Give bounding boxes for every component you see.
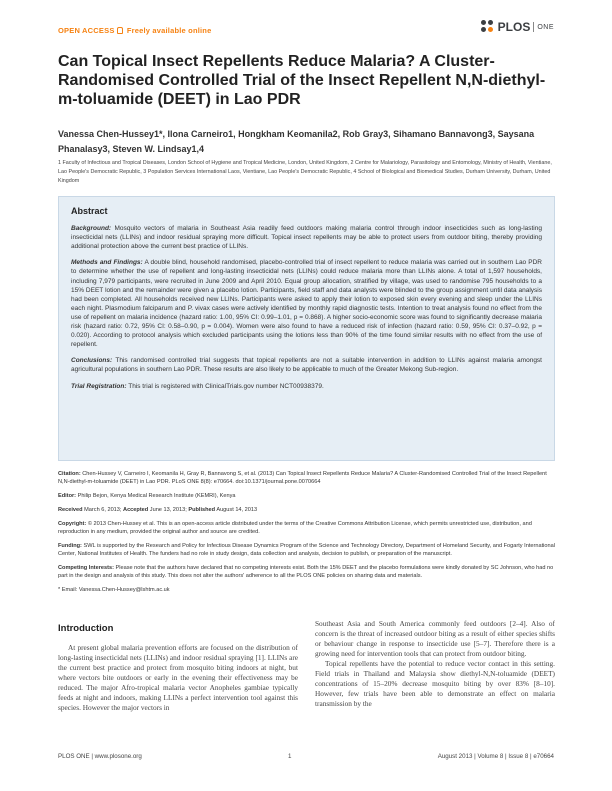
logo-one-text: ONE bbox=[537, 23, 554, 31]
footer-page-number: 1 bbox=[288, 753, 292, 760]
abstract-methods bbox=[71, 258, 542, 349]
page-footer bbox=[58, 753, 554, 760]
competing-text: Please note that the authors have declared that no competing interests exist. Both the 15% DEET and the placebo formulations were kindly donated by SC Johnson, who had no part in the design and analysis of this study. This does not alter the authors' adherence to all the PLOS ONE policies on sharing data and materials. bbox=[58, 565, 554, 579]
open-access-label: OPEN ACCESS bbox=[58, 26, 115, 35]
open-access-banner bbox=[58, 26, 211, 35]
conclusions-label: Conclusions: bbox=[71, 357, 113, 365]
intro-column-1: At present global malaria prevention efforts are focused on the distribution of long-lasting insecticidal nets (LLINs) and indoor residual spraying [1]. LLINs are the current best practice and protect from mosquito biting indoors at night, but where vectors bite outdoors or early in the evening their effectiveness may be reduced. The major Afro-tropical malaria vector Anopheles gambiae typically feeds at night and indoors, making LLINs a perfect intervention tool against this species. However the major vectors in bbox=[58, 643, 298, 712]
funding bbox=[58, 542, 555, 558]
methods-label: Methods and Findings: bbox=[71, 259, 143, 267]
abstract-background bbox=[71, 224, 542, 251]
competing-label: Competing Interests: bbox=[58, 565, 114, 571]
citation-text: Chen-Hussey V, Carneiro I, Keomanila H, Gray R, Bannavong S, et al. (2013) Can Topical Insect Repellents Reduce Malaria? A Cluster-Randomised Controlled Trial of the Insect Repellent N,N-diethyl-m-toluamide (DEET) in Lao PDR. PLoS ONE 8(8): e70664. doi:10.1371/journal.pone.0070664 bbox=[58, 471, 547, 485]
logo-plos-text: PLOS bbox=[497, 20, 531, 34]
background-text: Mosquito vectors of malaria in Southeast Asia readily feed outdoors making malaria control through indoor insecticides such as long-lasting insecticidal nets (LLINs) and indoor residual spraying more difficult. Topical insect repellents may be able to protect users from outdoor biting, thereby providing additional protection above the current best practice of LLINs. bbox=[71, 225, 542, 251]
copyright-label: Copyright: bbox=[58, 521, 87, 527]
accepted-label: Accepted bbox=[123, 507, 149, 513]
published-label: Published bbox=[188, 507, 216, 513]
citation bbox=[58, 470, 555, 486]
funding-text: SWL is supported by the Research and Policy for Infectious Disease Dynamics Program of the Science and Technology Directory, Department of Homeland Security, and Fogarty International Center, National Institutes of Health. The funders had no role in study design, data collection and analysis, decision to publish, or preparation of the manuscript. bbox=[58, 543, 555, 557]
introduction-heading: Introduction bbox=[58, 623, 114, 634]
intro-column-2 bbox=[315, 619, 555, 709]
dates bbox=[58, 506, 555, 514]
editor-label: Editor: bbox=[58, 493, 77, 499]
freely-available-label: Freely available online bbox=[126, 26, 212, 35]
article-title: Can Topical Insect Repellents Reduce Malaria? A Cluster-Randomised Controlled Trial of the Insect Repellent N,N-diethyl-m-toluamide (DEET) in Lao PDR bbox=[58, 53, 546, 108]
funding-label: Funding: bbox=[58, 543, 82, 549]
author-list: Vanessa Chen-Hussey1*, Ilona Carneiro1, Hongkham Keomanila2, Rob Gray3, Sihamano Bannavong3, Saysana Phanalasy3, Steven W. Lindsay1,4 bbox=[58, 129, 535, 154]
plos-dots-icon bbox=[481, 20, 495, 34]
received-label: Received bbox=[58, 507, 83, 513]
footer-issue: August 2013 | Volume 8 | Issue 8 | e70664 bbox=[437, 753, 554, 760]
received-date: March 6, 2013; bbox=[84, 507, 122, 513]
competing-interests bbox=[58, 564, 555, 580]
editor-text: Philip Bejon, Kenya Medical Research Institute (KEMRI), Kenya bbox=[77, 493, 236, 499]
abstract-heading: Abstract bbox=[71, 206, 108, 216]
intro-col2-paragraph-1: Southeast Asia and South America commonly feed outdoors [2–4]. Also of concern is the threat of increased outdoor biting as a result of either species shifts or behaviour change in response to insecticide use [5–7]. Therefore there is a growing need for intervention tools that can protect from outdoor biting. bbox=[315, 619, 555, 658]
plos-one-logo[interactable] bbox=[481, 20, 554, 34]
methods-text: A double blind, household randomised, placebo-controlled trial of insect repellent to reduce malaria was carried out in southern Lao PDR to determine whether the use of repellent and long-lasting insecticidal nets (LLINs) could reduce malaria more than LLINs alone. A total of 1,597 households, including 7,979 participants, were recruited in June 2009 and April 2010. Equal group allocation, stratified by village, was used to randomise 795 households to a 15% DEET lotion and the remainder were given a placebo lotion. Participants, field staff and data analysts were blinded to the group assignment until data analysis had been completed. All households received new LLINs. Participants were asked to apply their lotion to exposed skin every evening and sleep under the LLINs each night. Plasmodium falciparum and P. vivax cases were actively identified by monthly rapid diagnostic tests. Intention to treat analysis found no effect from the use of repellent on malaria incidence (hazard ratio: 1.00, 95% CI: 0.99–1.01, p = 0.868). A higher socio-economic score was found to significantly decrease malaria risk (hazard ratio: 0.72, 95% CI: 0.58–0.90, p = 0.004). Women were also found to have a reduced risk of infection (hazard ratio: 0.59, 95% CI: 0.37–0.92, p = 0.020). According to protocol analysis which excluded participants using the lotions less than 90% of the time found similar results with no effect from the use of repellent. bbox=[71, 259, 542, 349]
background-label: Background: bbox=[71, 225, 112, 233]
footer-journal[interactable]: PLOS ONE | www.plosone.org bbox=[58, 753, 142, 760]
abstract-box bbox=[58, 196, 555, 461]
trial-label: Trial Registration: bbox=[71, 382, 127, 390]
copyright-text: © 2013 Chen-Hussey et al. This is an open-access article distributed under the terms of the Creative Commons Attribution License, which permits unrestricted use, distribution, and reproduction in any medium, provided the original author and source are credited. bbox=[58, 521, 532, 535]
abstract-conclusions bbox=[71, 356, 542, 374]
citation-label: Citation: bbox=[58, 471, 81, 477]
conclusions-text: This randomised controlled trial suggests that topical repellents are not a suitable intervention in addition to LLINs against malaria amongst agricultural populations in southern Lao PDR. These results are also likely to be applicable to much of the Greater Mekong Sub-region. bbox=[71, 357, 542, 374]
editor bbox=[58, 492, 555, 500]
published-date: August 14, 2013 bbox=[216, 507, 258, 513]
affiliations: 1 Faculty of Infectious and Tropical Diseases, London School of Hygiene and Tropical Medicine, London, United Kingdom, 2 Centre for Malariology, Parasitology and Entomology, Ministry of Health, Vientiane, Lao People's Democratic Republic, 3 Population Services International Laos, Vientiane, Lao People's Democratic Republic, 4 School of Biological and Biomedical Studies, Durham University, Durham, United Kingdom bbox=[58, 160, 552, 184]
trial-text: This trial is registered with ClinicalTrials.gov number NCT00938379. bbox=[128, 382, 324, 390]
corresponding-email[interactable]: * Email: Vanessa.Chen-Hussey@lshtm.ac.uk bbox=[58, 587, 170, 593]
copyright bbox=[58, 520, 555, 536]
accepted-date: June 13, 2013; bbox=[149, 507, 187, 513]
logo-divider bbox=[533, 22, 534, 32]
abstract-trial bbox=[71, 382, 542, 391]
open-lock-icon bbox=[117, 27, 123, 34]
article-metadata bbox=[58, 470, 555, 600]
intro-col2-paragraph-2: Topical repellents have the potential to reduce vector contact in this setting. Field trials in Thailand and Malaysia show diethyl-N,N-toluamide (DEET) concentrations of 15–20% decrease mosquito biting by over 83% [8–10]. However, few trials have been able to demonstrate an effect on malaria transmission by the bbox=[315, 659, 555, 708]
